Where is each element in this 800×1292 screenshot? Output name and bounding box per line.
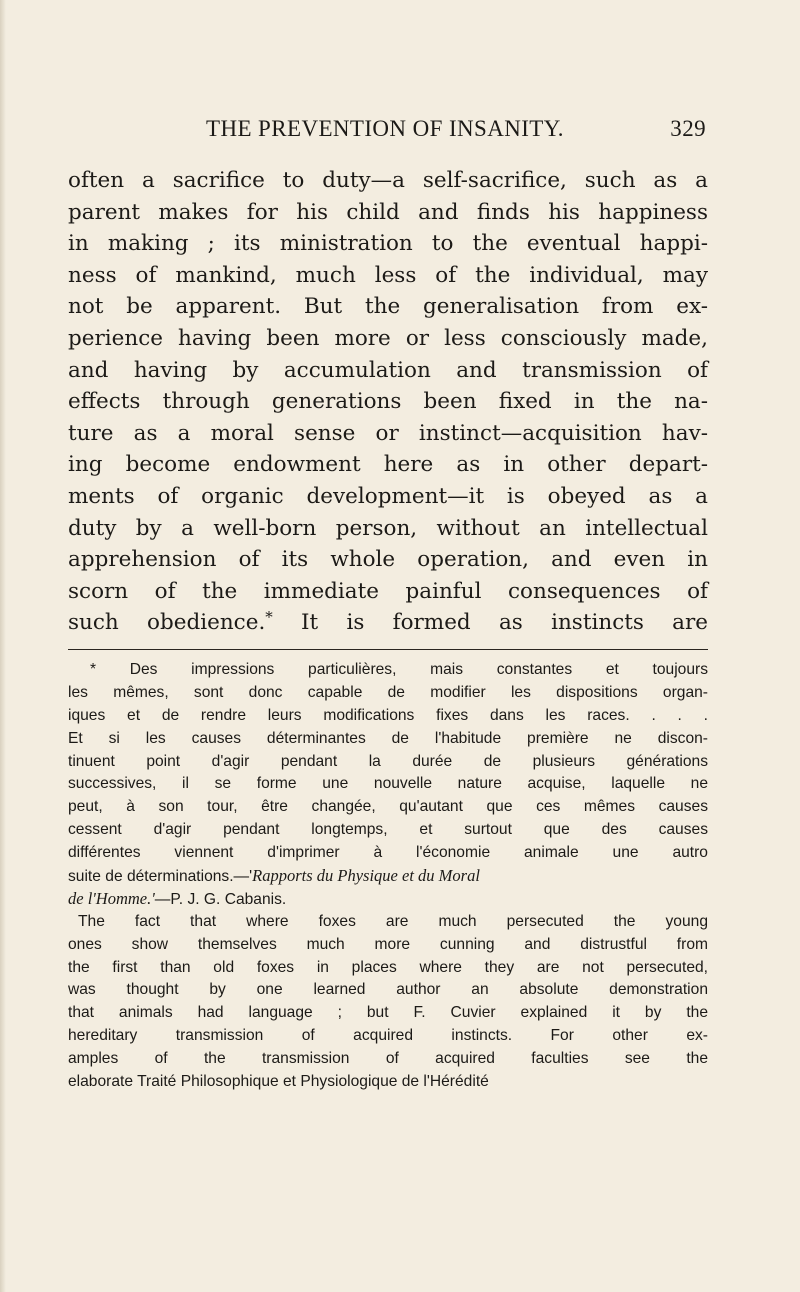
body-line: in making ; its ministration to the eventual happi- [68, 231, 708, 257]
body-line: parent makes for his child and finds his happiness [68, 199, 708, 225]
body-line: scorn of the immediate painful consequences of [68, 578, 708, 604]
footnote-line: cessent d'agir pendant longtemps, et surtout que des causes [68, 821, 708, 839]
body-line-last [68, 607, 708, 639]
footnote-reference-mark[interactable]: * [265, 608, 273, 627]
footnote-line: ones show themselves much more cunning and distrustful from [68, 935, 708, 953]
footnote-line: the first than old foxes in places where they are not persecuted, [68, 958, 708, 976]
footnotes-block [68, 659, 708, 1094]
footnote-citation-line [68, 888, 708, 911]
footnote-line: * Des impressions particulières, mais constantes et toujours [90, 661, 708, 678]
footnote-line: amples of the transmission of acquired faculties see the [68, 1050, 708, 1068]
footnote-line: was thought by one learned author an absolute demonstration [68, 981, 708, 999]
body-line: not be apparent. But the generalisation from ex- [68, 294, 708, 320]
page-number: 329 [670, 116, 706, 141]
body-line: ing become endowment here as in other depart- [68, 452, 708, 478]
footnote-line: différentes viennent d'imprimer à l'économie animale une autro [68, 844, 708, 862]
footnote-line: The fact that where foxes are much persecuted the young [78, 912, 708, 930]
footnote-line: les mêmes, sont donc capable de modifier les dispositions organ- [68, 683, 708, 701]
footnote-line: tinuent point d'agir pendant la durée de plusieurs générations [68, 752, 708, 770]
citation-author: —P. J. G. Cabanis. [154, 890, 287, 908]
footnote-line: successives, il se forme une nouvelle nature acquise, laquelle ne [68, 775, 708, 793]
body-line: ture as a moral sense or instinct—acquisition hav- [68, 420, 708, 446]
body-line: duty by a well-born person, without an intellectual [68, 515, 708, 541]
footnote-divider [68, 649, 708, 650]
body-line: effects through generations been fixed in the na- [68, 389, 708, 415]
footnote-line-last: elaborate Traité Philosophique et Physiologique de l'Hérédité [68, 1073, 489, 1091]
page-gutter-shadow [0, 0, 6, 1292]
body-paragraph [68, 165, 708, 639]
body-text-after-mark: It is formed as instincts are [272, 610, 708, 636]
body-line: perience having been more or less consciously made, [68, 325, 708, 351]
footnote-line: hereditary transmission of acquired instincts. For other ex- [68, 1027, 708, 1045]
citation-title: Rapports du Physique et du Moral [252, 866, 480, 886]
citation-prefix: suite de déterminations.—' [68, 868, 253, 886]
body-line: and having by accumulation and transmission of [68, 357, 708, 383]
running-header [206, 116, 706, 146]
body-line: often a sacrifice to duty—a self-sacrifice, such as a [68, 168, 708, 193]
running-title: THE PREVENTION OF INSANITY. [206, 116, 564, 141]
footnote-line: Et si les causes déterminantes de l'habitude première ne discon- [68, 729, 708, 747]
body-text-before-mark: such obedience. [68, 610, 266, 636]
citation-title-continued: de l'Homme.' [68, 888, 155, 908]
body-line: apprehension of its whole operation, and even in [68, 547, 708, 573]
footnote-citation-line [68, 865, 708, 888]
body-line: ments of organic development—it is obeyed as a [68, 483, 708, 509]
footnote-line: peut, à son tour, être changée, qu'autant que ces mêmes causes [68, 798, 708, 816]
body-line: ness of mankind, much less of the individual, may [68, 262, 708, 288]
footnote-line: iques et de rendre leurs modifications fixes dans les races. . . . [68, 706, 708, 724]
footnote-line: that animals had language ; but F. Cuvier explained it by the [68, 1004, 708, 1022]
